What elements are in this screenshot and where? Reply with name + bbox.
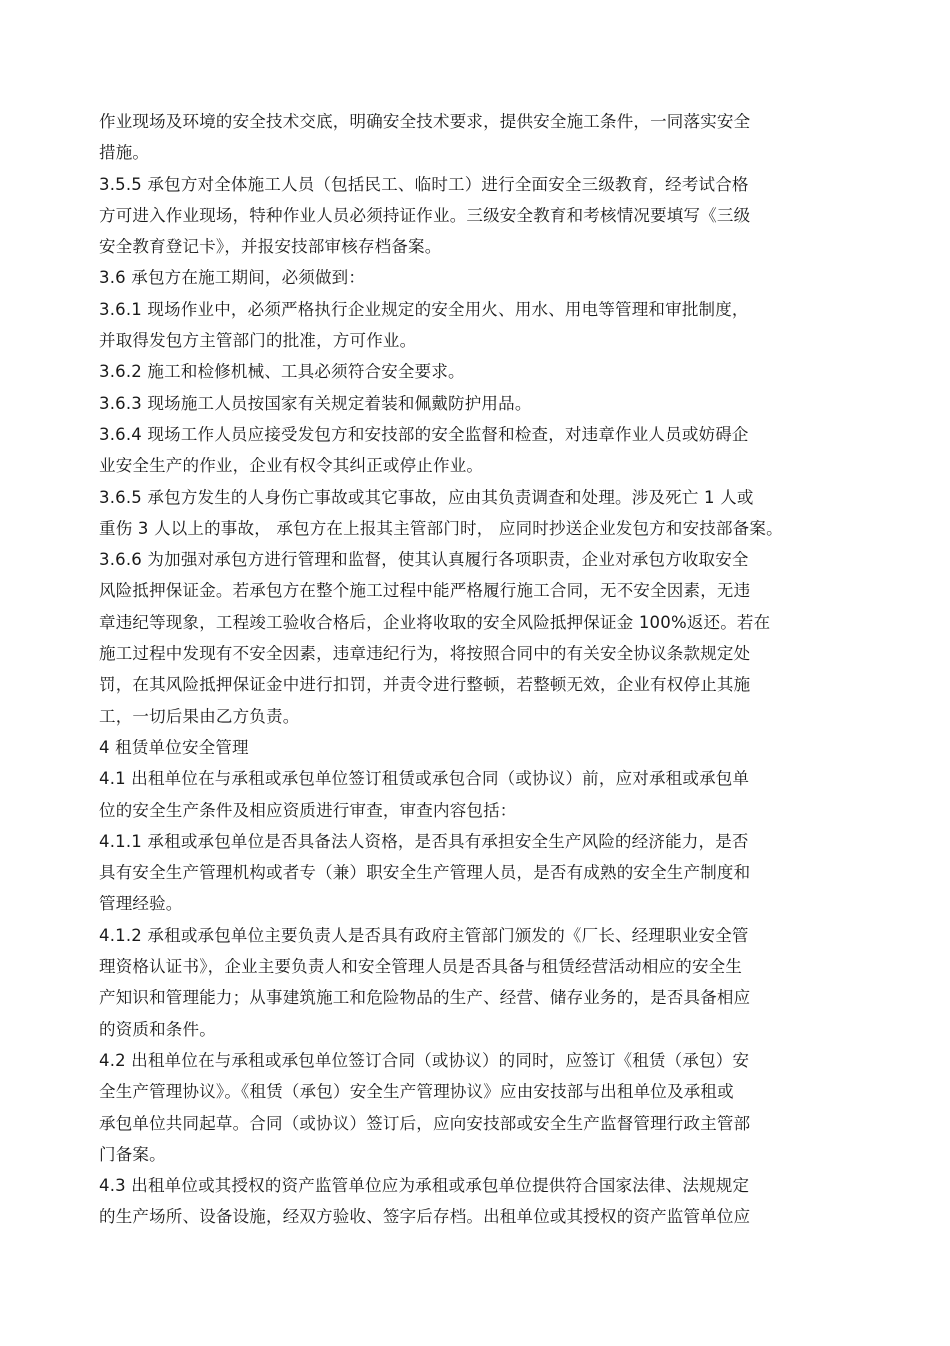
- text-line: 风险抵押保证金。若承包方在整个施工过程中能严格履行施工合同，无不安全因素，无违: [99, 581, 751, 601]
- text-line: 3.5.5 承包方对全体施工人员（包括民工、临时工）进行全面安全三级教育，经考试合格: [99, 174, 749, 194]
- text-line: 3.6.6 为加强对承包方进行管理和监督，使其认真履行各项职责，企业对承包方收取安全: [99, 550, 749, 570]
- text-line: 4.2 出租单位在与承租或承包单位签订合同（或协议）的同时，应签订《租赁（承包）安: [99, 1050, 750, 1070]
- text-line: 的资质和条件。: [99, 1019, 216, 1039]
- text-line: 承包单位共同起草。合同（或协议）签订后，应向安技部或安全生产监督管理行政主管部: [99, 1113, 751, 1133]
- text-line: 方可进入作业现场，特种作业人员必须持证作业。三级安全教育和考核情况要填写《三级: [99, 205, 751, 225]
- text-line: 理资格认证书》，企业主要负责人和安全管理人员是否具备与租赁经营活动相应的安全生: [99, 957, 743, 977]
- text-line: 3.6.5 承包方发生的人身伤亡事故或其它事故，应由其负责调查和处理。涉及死亡 1 人或: [99, 487, 754, 507]
- text-line: 4.1 出租单位在与承租或承包单位签订租赁或承包合同（或协议）前，应对承租或承包单: [99, 769, 750, 789]
- text-line: 4.3 出租单位或其授权的资产监管单位应为承租或承包单位提供符合国家法律、法规规定: [99, 1176, 750, 1196]
- text-line: 罚，在其风险抵押保证金中进行扣罚，并责令进行整顿，若整顿无效，企业有权停止其施: [99, 675, 751, 695]
- text-line: 3.6.1 现场作业中，必须严格执行企业规定的安全用火、用水、用电等管理和审批制度，: [99, 299, 749, 319]
- text-line: 工，一切后果由乙方负责。: [99, 706, 300, 726]
- text-line: 安全教育登记卡》，并报安技部审核存档备案。: [99, 237, 442, 257]
- section-heading: 3.6 承包方在施工期间，必须做到：: [99, 268, 366, 288]
- text-line: 具有安全生产管理机构或者专（兼）职安全生产管理人员，是否有成熟的安全生产制度和: [99, 863, 751, 883]
- text-line: 全生产管理协议》。《租赁（承包）安全生产管理协议》应由安技部与出租单位及承租或: [99, 1082, 734, 1102]
- text-line: 作业现场及环境的安全技术交底，明确安全技术要求，提供安全施工条件，一同落实安全: [99, 112, 751, 131]
- text-line: 的生产场所、设备设施，经双方验收、签字后存档。出租单位或其授权的资产监管单位应: [99, 1207, 751, 1227]
- text-line: 施工过程中发现有不安全因素，违章违纪行为，将按照合同中的有关安全协议条款规定处: [99, 644, 751, 664]
- text-line: 并取得发包方主管部门的批准，方可作业。: [99, 331, 417, 351]
- text-line: 4.1.2 承租或承包单位主要负责人是否具有政府主管部门颁发的《厂长、经理职业安全管: [99, 925, 749, 945]
- text-line: 3.6.4 现场工作人员应接受发包方和安技部的安全监督和检查，对违章作业人员或妨碍企: [99, 424, 749, 444]
- text-line: 3.6.2 施工和检修机械、工具必须符合安全要求。: [99, 362, 465, 382]
- text-line: 业安全生产的作业，企业有权令其纠正或停止作业。: [99, 456, 484, 476]
- text-line: 章违纪等现象，工程竣工验收合格后，企业将收取的安全风险抵押保证金 100%返还。若在: [99, 612, 771, 632]
- text-line: 位的安全生产条件及相应资质进行审查，审查内容包括：: [99, 800, 517, 820]
- document-body: [99, 106, 859, 1233]
- text-line: 门备案。: [99, 1144, 166, 1164]
- text-line: 管理经验。: [99, 894, 183, 914]
- text-line: 产知识和管理能力；从事建筑施工和危险物品的生产、经营、储存业务的，是否具备相应: [99, 988, 751, 1008]
- text-line: 措施。: [99, 143, 150, 163]
- text-line: 重伤 3 人以上的事故， 承包方在上报其主管部门时， 应同时抄送企业发包方和安技部备案。: [99, 518, 783, 538]
- section-heading: 4 租赁单位安全管理: [99, 737, 249, 757]
- text-line: 3.6.3 现场施工人员按国家有关规定着装和佩戴防护用品。: [99, 393, 532, 413]
- text-line: 4.1.1 承租或承包单位是否具备法人资格，是否具有承担安全生产风险的经济能力，是否: [99, 831, 749, 851]
